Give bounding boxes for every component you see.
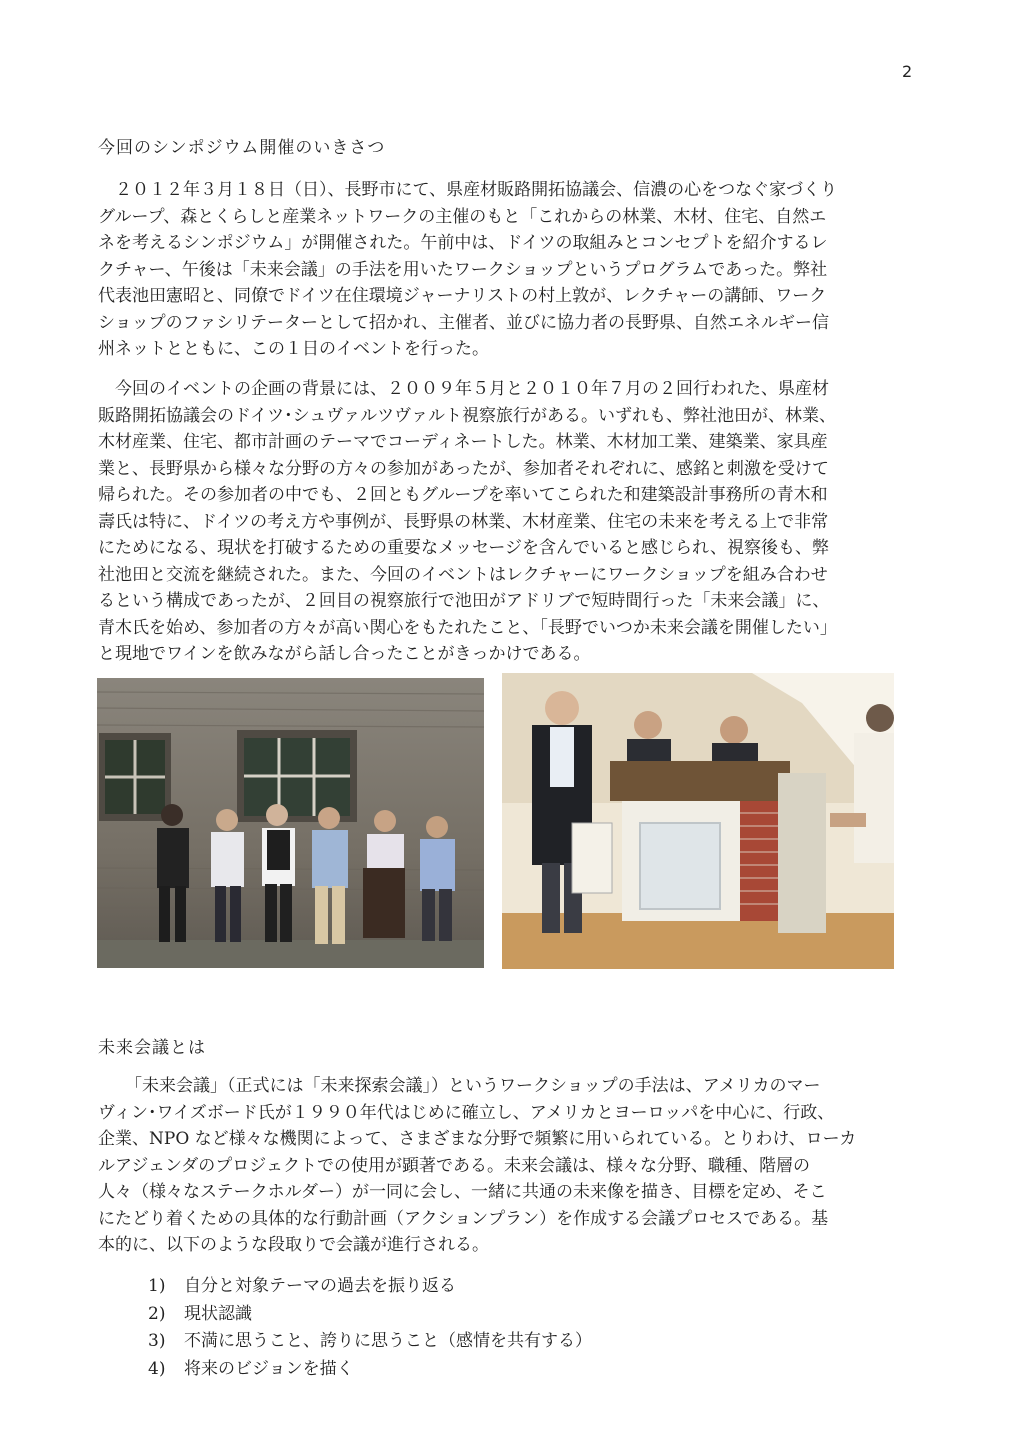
text-line: るという構成であったが、２回目の視察旅行で池田がアドリブで短時間行った「未来会議」に、 xyxy=(98,591,830,611)
text-line: と現地でワインを飲みながら話し合ったことがきっかけである。 xyxy=(98,644,591,664)
list-item-number: 1) xyxy=(148,1276,166,1296)
section-heading-background: 今回のシンポジウム開催のいきさつ xyxy=(98,138,386,158)
wall-model-photo xyxy=(502,673,894,969)
section-heading-future-search: 未来会議とは xyxy=(98,1038,206,1058)
text-line: ネを考えるシンポジウム」が開催された。午前中は、ドイツの取組みとコンセプトを紹介するレ xyxy=(98,233,828,253)
text-line: グループ、森とくらしと産業ネットワークの主催のもと「これからの林業、木材、住宅、自然エ xyxy=(98,206,827,227)
list-item-text: 現状認識 xyxy=(184,1303,252,1324)
text-line: 壽氏は特に、ドイツの考え方や事例が、長野県の林業、木材産業、住宅の未来を考える上で非常 xyxy=(98,511,829,532)
text-line: 青木氏を始め、参加者の方々が高い関心をもたれたこと、「長野でいつか未来会議を開催したい」 xyxy=(98,617,837,638)
text-line: 販路開拓協議会のドイツ･シュヴァルツヴァルト視察旅行がある。いずれも、弊社池田が、林業、 xyxy=(98,405,836,426)
text-line: ２０１２年３月１８日（日）、長野市にて、県産材販路開拓協議会、信濃の心をつなぐ家づくり xyxy=(115,180,838,200)
list-item xyxy=(148,1273,592,1301)
group-photo xyxy=(97,678,484,968)
text-line: 帰られた。その参加者の中でも、２回ともグループを率いてこられた和建築設計事務所の青木和 xyxy=(98,485,828,505)
text-line: 本的に、以下のような段取りで会議が進行される。 xyxy=(98,1235,489,1255)
list-item-number: 3) xyxy=(148,1331,166,1351)
list-item-number: 4) xyxy=(148,1358,166,1379)
process-steps-list xyxy=(148,1273,592,1383)
paragraph-event-background xyxy=(98,376,938,668)
paragraph-future-search xyxy=(98,1073,938,1259)
text-line: ショップのファシリテーターとして招かれ、主催者、並びに協力者の長野県、自然エネルギー信 xyxy=(98,312,829,333)
text-line: 州ネットとともに、この１日のイベントを行った。 xyxy=(98,339,489,359)
list-item xyxy=(148,1356,592,1384)
text-line: ルアジェンダのプロジェクトでの使用が顕著である。未来会議は、様々な分野、職種、階層の xyxy=(98,1155,810,1176)
list-item-number: 2) xyxy=(148,1303,166,1324)
text-line: 業と、長野県から様々な分野の方々の参加があったが、参加者それぞれに、感銘と刺激を受けて xyxy=(98,458,829,479)
text-line: 「未来会議」（正式には「未来探索会議」）というワークショップの手法は、アメリカのマー xyxy=(125,1076,821,1096)
text-line: クチャー、午後は「未来会議」の手法を用いたワークショップというプログラムであった。弊社 xyxy=(98,259,828,280)
list-item-text: 不満に思うこと、誇りに思うこと（感情を共有する） xyxy=(184,1331,592,1351)
text-line: 企業、NPO など様々な機関によって、さまざまな分野で頻繁に用いられている。とりわけ、ローカ xyxy=(98,1129,857,1149)
text-line: 社池田と交流を継続された。また、今回のイベントはレクチャーにワークショップを組み合わせ xyxy=(98,564,828,585)
paragraph-symposium xyxy=(98,177,938,363)
text-line: ヴィン･ワイズボード氏が１９９０年代はじめに確立し、アメリカとヨーロッパを中心に、行政、 xyxy=(98,1102,835,1123)
list-item-text: 将来のビジョンを描く xyxy=(184,1358,354,1379)
text-line: 今回のイベントの企画の背景には、２００９年５月と２０１０年７月の２回行われた、県産材 xyxy=(115,379,829,399)
text-line: にたどり着くための具体的な行動計画（アクションプラン）を作成する会議プロセスである。基 xyxy=(98,1208,829,1229)
text-line: 木材産業、住宅、都市計画のテーマでコーディネートした。林業、木材加工業、建築業、家具産 xyxy=(98,432,828,452)
list-item xyxy=(148,1328,592,1356)
page-number: 2 xyxy=(902,62,913,81)
text-line: 人々（様々なステークホルダー）が一同に会し、一緒に共通の未来像を描き、目標を定め、そこ xyxy=(98,1182,827,1202)
text-line: にためになる、現状を打破するための重要なメッセージを含んでいると感じられ、視察後も、弊 xyxy=(98,538,829,558)
text-line: 代表池田憲昭と、同僚でドイツ在住環境ジャーナリストの村上敦が、レクチャーの講師、ワーク xyxy=(98,286,827,306)
list-item-text: 自分と対象テーマの過去を振り返る xyxy=(184,1276,456,1296)
list-item xyxy=(148,1301,592,1329)
